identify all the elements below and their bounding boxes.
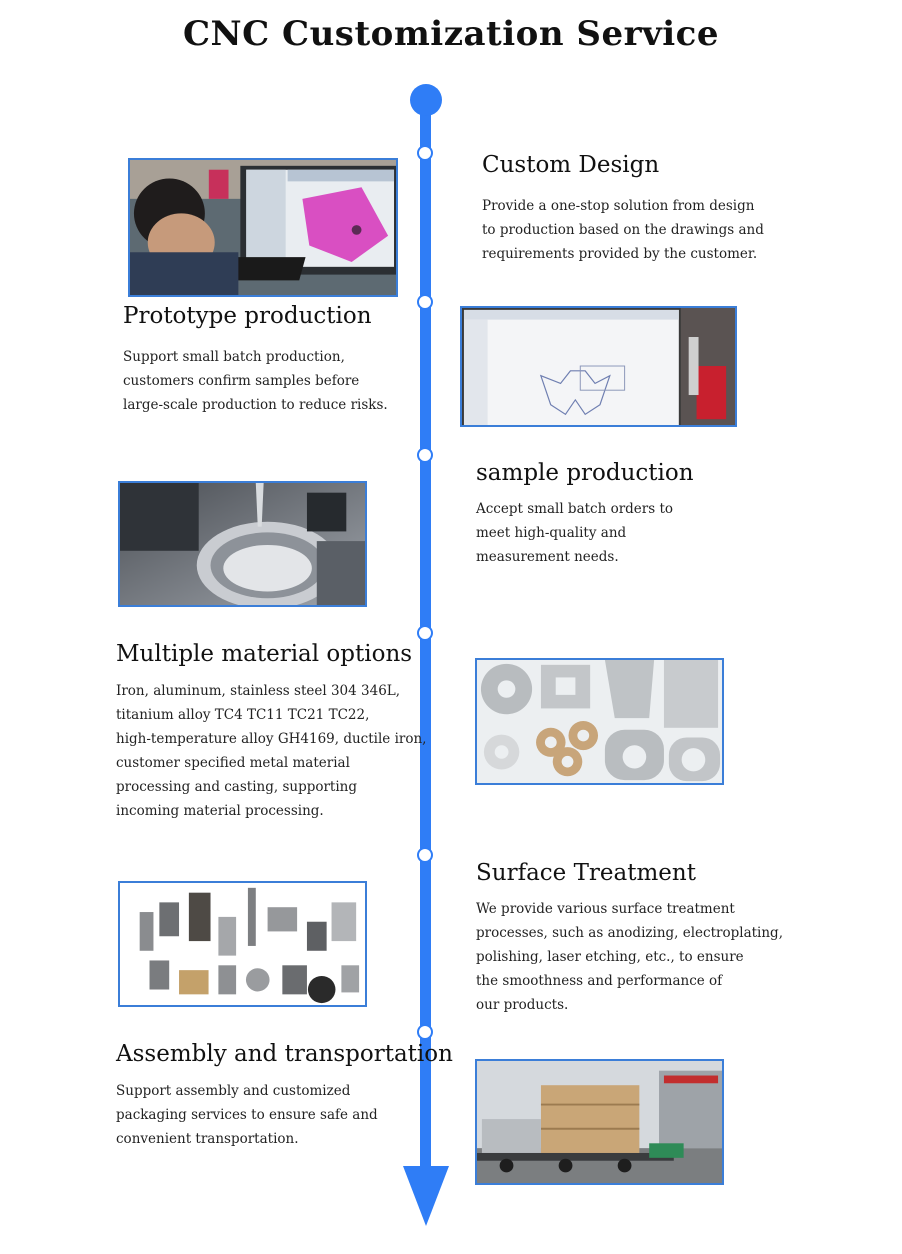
step-image-custom-design [128, 158, 398, 297]
step-desc-assembly-and-transportation: Support assembly and customized packaging services to ensure safe and convenient transportation. [116, 1083, 378, 1147]
timeline-arrow-icon [403, 1166, 449, 1226]
step-image-sample-production [118, 481, 367, 607]
step-image-surface-treatment [118, 881, 367, 1007]
step-heading-custom-design: Custom Design [482, 152, 660, 178]
timeline-node [417, 145, 433, 161]
step-desc-surface-treatment: We provide various surface treatment processes, such as anodizing, electroplating, polishing, laser etching, etc., to ensure the smoothness and performance of our products. [476, 901, 783, 1013]
step-desc-multiple-material-options: Iron, aluminum, stainless steel 304 346L, titanium alloy TC4 TC11 TC21 TC22, high-temperature alloy GH4169, ductile iron, customer specified metal material processing and casting, supporting incoming material processing. [116, 683, 427, 819]
step-heading-sample-production: sample production [476, 460, 694, 486]
step-heading-assembly-and-transportation: Assembly and transportation [116, 1041, 453, 1067]
step-desc-sample-production: Accept small batch orders to meet high-quality and measurement needs. [476, 501, 674, 565]
page-title: CNC Customization Service [182, 14, 720, 54]
step-heading-surface-treatment: Surface Treatment [476, 860, 696, 886]
step-desc-custom-design: Provide a one-stop solution from design to production based on the drawings and requirements provided by the customer. [482, 198, 764, 262]
step-image-prototype-production [460, 306, 737, 427]
timeline-start-dot [410, 84, 442, 116]
timeline-node [417, 1024, 433, 1040]
step-desc-prototype-production: Support small batch production, customers confirm samples before large-scale production to reduce risks. [123, 349, 388, 413]
timeline-node [417, 294, 433, 310]
step-heading-multiple-material-options: Multiple material options [116, 641, 413, 667]
timeline-node [417, 847, 433, 863]
step-image-multiple-material-options [475, 658, 724, 785]
step-image-assembly-and-transportation [475, 1059, 724, 1185]
step-heading-prototype-production: Prototype production [123, 303, 372, 329]
timeline-node [417, 447, 433, 463]
timeline-node [417, 625, 433, 641]
